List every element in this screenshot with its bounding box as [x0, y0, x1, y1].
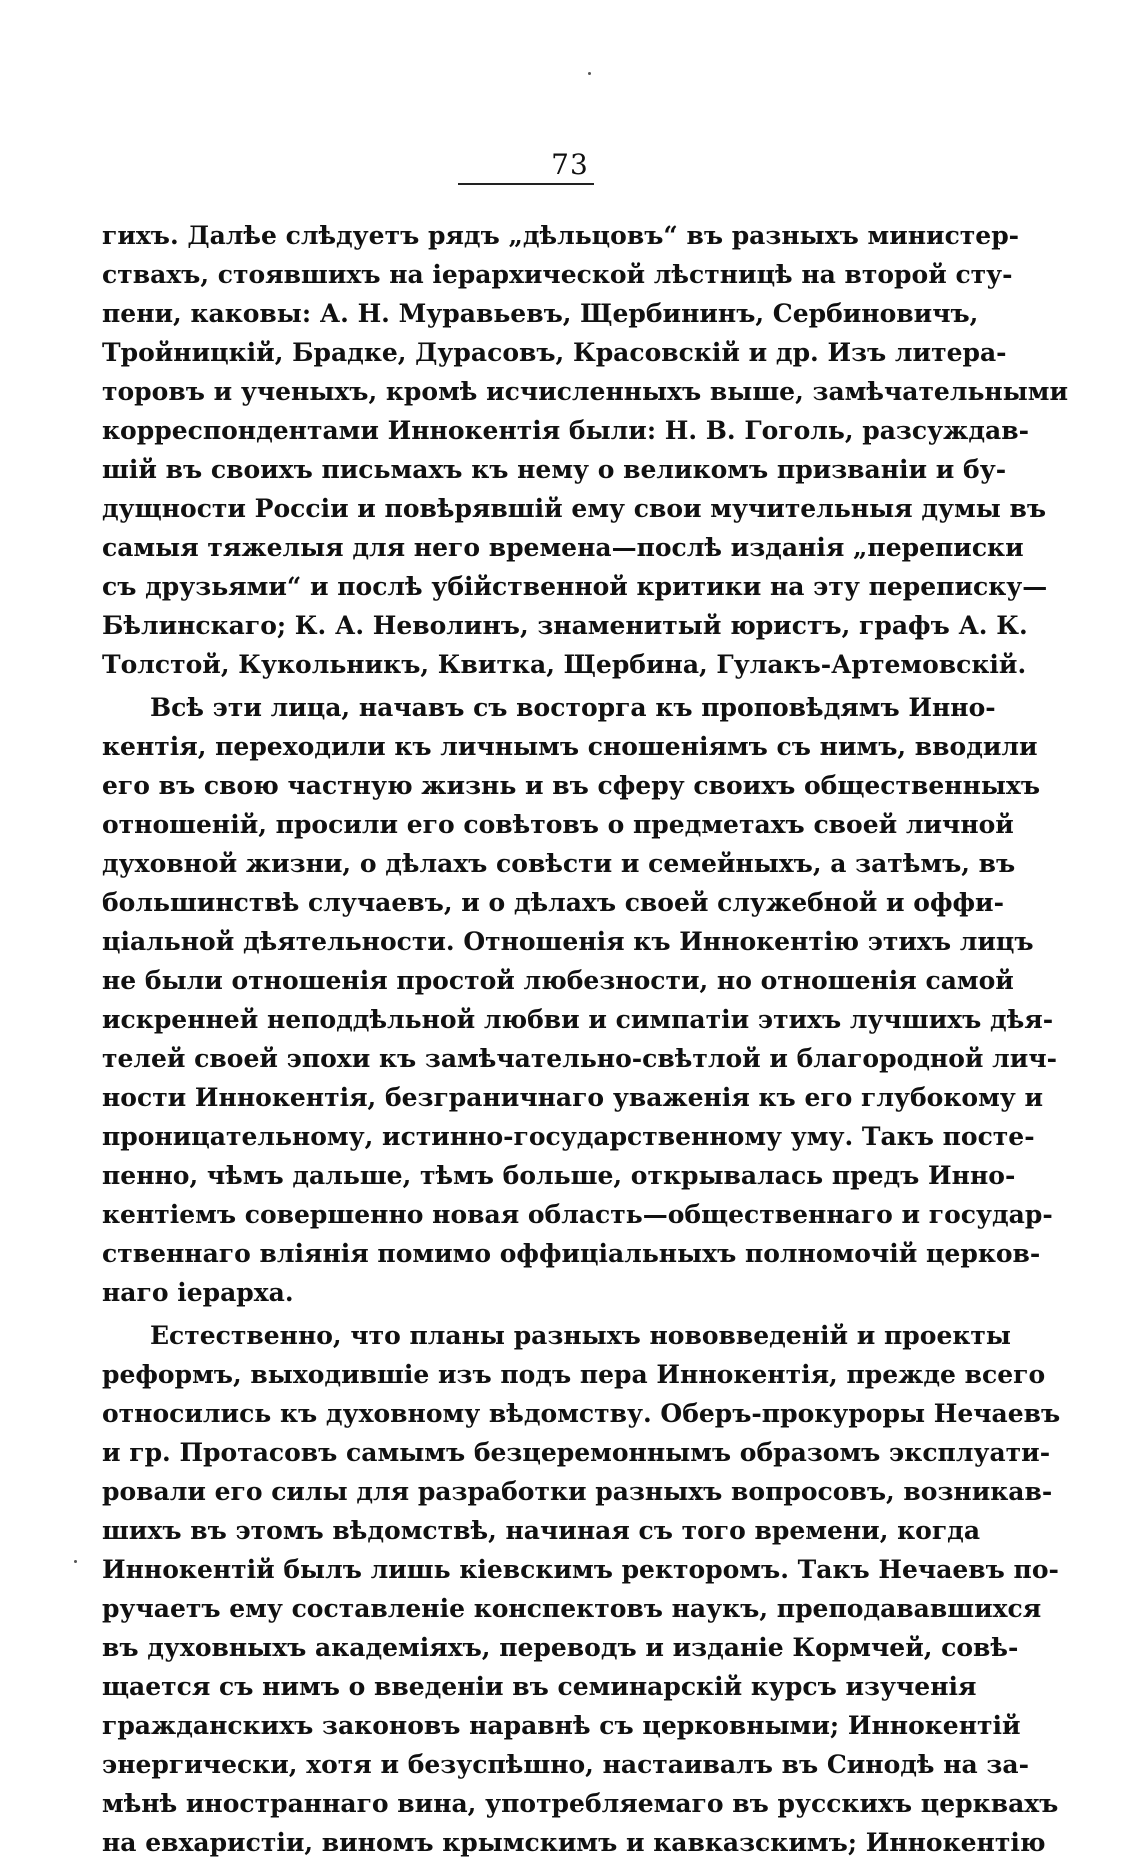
- text-line: искренней неподдѣльной любви и симпатіи этихъ лучшихъ дѣя-: [102, 1005, 1054, 1034]
- text-line: Бѣлинскаго; К. А. Неволинъ, знаменитый юристъ, графъ А. К.: [102, 611, 1028, 640]
- text-line: ручаетъ ему составленіе конспектовъ наукъ, преподававшихся: [102, 1594, 1042, 1623]
- page-number-rule: [458, 183, 594, 185]
- paragraph-1: [102, 216, 1069, 684]
- text-line: ровали его силы для разработки разныхъ вопросовъ, возникав-: [102, 1477, 1053, 1506]
- body-text: [102, 216, 1069, 1862]
- text-line: энергически, хотя и безуспѣшно, настаивалъ въ Синодѣ на за-: [102, 1750, 1029, 1779]
- text-line: ности Иннокентія, безграничнаго уваженія къ его глубокому и: [102, 1083, 1044, 1112]
- text-line: самыя тяжелыя для него времена—послѣ изданія „переписки: [102, 533, 1024, 562]
- text-line: отношеній, просили его совѣтовъ о предметахъ своей личной: [102, 810, 1014, 839]
- text-line: щается съ нимъ о введеніи въ семинарскій курсъ изученія: [102, 1672, 977, 1701]
- text-line: относились къ духовному вѣдомству. Оберъ-прокуроры Нечаевъ: [102, 1399, 1061, 1428]
- text-line: и гр. Протасовъ самымъ безцеремоннымъ образомъ эксплуати-: [102, 1438, 1051, 1467]
- text-line: не были отношенія простой любезности, но отношенія самой: [102, 966, 1014, 995]
- text-line: Всѣ эти лица, начавъ съ восторга къ проповѣдямъ Инно-: [150, 693, 996, 722]
- text-line: кентіемъ совершенно новая область—общественнаго и государ-: [102, 1200, 1053, 1229]
- text-line: торовъ и ученыхъ, кромѣ исчисленныхъ выше, замѣчательными: [102, 377, 1069, 406]
- text-line: пени, каковы: А. Н. Муравьевъ, Щербининъ, Сербиновичъ,: [102, 299, 979, 328]
- text-line: шихъ въ этомъ вѣдомствѣ, начиная съ того времени, когда: [102, 1516, 981, 1545]
- text-line: пенно, чѣмъ дальше, тѣмъ больше, открывалась предъ Инно-: [102, 1161, 1016, 1190]
- text-line: большинствѣ случаевъ, и о дѣлахъ своей служебной и оффи-: [102, 888, 1004, 917]
- text-line: духовной жизни, о дѣлахъ совѣсти и семейныхъ, а затѣмъ, въ: [102, 849, 1016, 878]
- text-line: ствахъ, стоявшихъ на іерархической лѣстницѣ на второй сту-: [102, 260, 1013, 289]
- text-line: кентія, переходили къ личнымъ сношеніямъ съ нимъ, вводили: [102, 732, 1038, 761]
- text-line: проницательному, истинно-государственному уму. Такъ посте-: [102, 1122, 1035, 1151]
- text-line: телей своей эпохи къ замѣчательно-свѣтлой и благородной лич-: [102, 1044, 1057, 1073]
- text-line: Естественно, что планы разныхъ нововведеній и проекты: [150, 1321, 1011, 1350]
- scan-speck: [74, 1560, 77, 1563]
- text-line: Иннокентій былъ лишь кіевскимъ ректоромъ. Такъ Нечаевъ по-: [102, 1555, 1059, 1584]
- text-line: Толстой, Кукольникъ, Квитка, Щербина, Гулакъ-Артемовскій.: [102, 650, 1027, 679]
- text-line: Тройницкій, Брадке, Дурасовъ, Красовскій и др. Изъ литера-: [102, 338, 1007, 367]
- text-line: его въ свою частную жизнь и въ сферу своихъ общественныхъ: [102, 771, 1041, 800]
- text-line: корреспондентами Иннокентія были: Н. В. Гоголь, разсуждав-: [102, 416, 1029, 445]
- text-line: ственнаго вліянія помимо оффиціальныхъ полномочій церков-: [102, 1239, 1041, 1268]
- text-line: дущности Россіи и повѣрявшій ему свои мучительныя думы въ: [102, 494, 1047, 523]
- page-number: 73: [551, 148, 589, 181]
- text-line: въ духовныхъ академіяхъ, переводъ и изданіе Кормчей, совѣ-: [102, 1633, 1019, 1662]
- text-line: наго іерарха.: [102, 1278, 294, 1307]
- text-line: съ друзьями“ и послѣ убійственной критики на эту переписку—: [102, 572, 1048, 601]
- paragraph-3: [102, 1316, 1061, 1862]
- text-line: гихъ. Далѣе слѣдуетъ рядъ „дѣльцовъ“ въ разныхъ министер-: [102, 221, 1020, 250]
- text-line: реформъ, выходившіе изъ подъ пера Иннокентія, прежде всего: [102, 1360, 1046, 1389]
- paragraph-2: [102, 688, 1057, 1312]
- scan-speck: [588, 72, 591, 75]
- text-line: на евхаристіи, виномъ крымскимъ и кавказскимъ; Иннокентію: [102, 1828, 1046, 1857]
- text-line: гражданскихъ законовъ наравнѣ съ церковными; Иннокентій: [102, 1711, 1021, 1740]
- text-line: мѣнѣ иностраннаго вина, употребляемаго въ русскихъ церквахъ: [102, 1789, 1059, 1818]
- text-line: ціальной дѣятельности. Отношенія къ Иннокентію этихъ лицъ: [102, 927, 1034, 956]
- text-line: шій въ своихъ письмахъ къ нему о великомъ призваніи и бу-: [102, 455, 1007, 484]
